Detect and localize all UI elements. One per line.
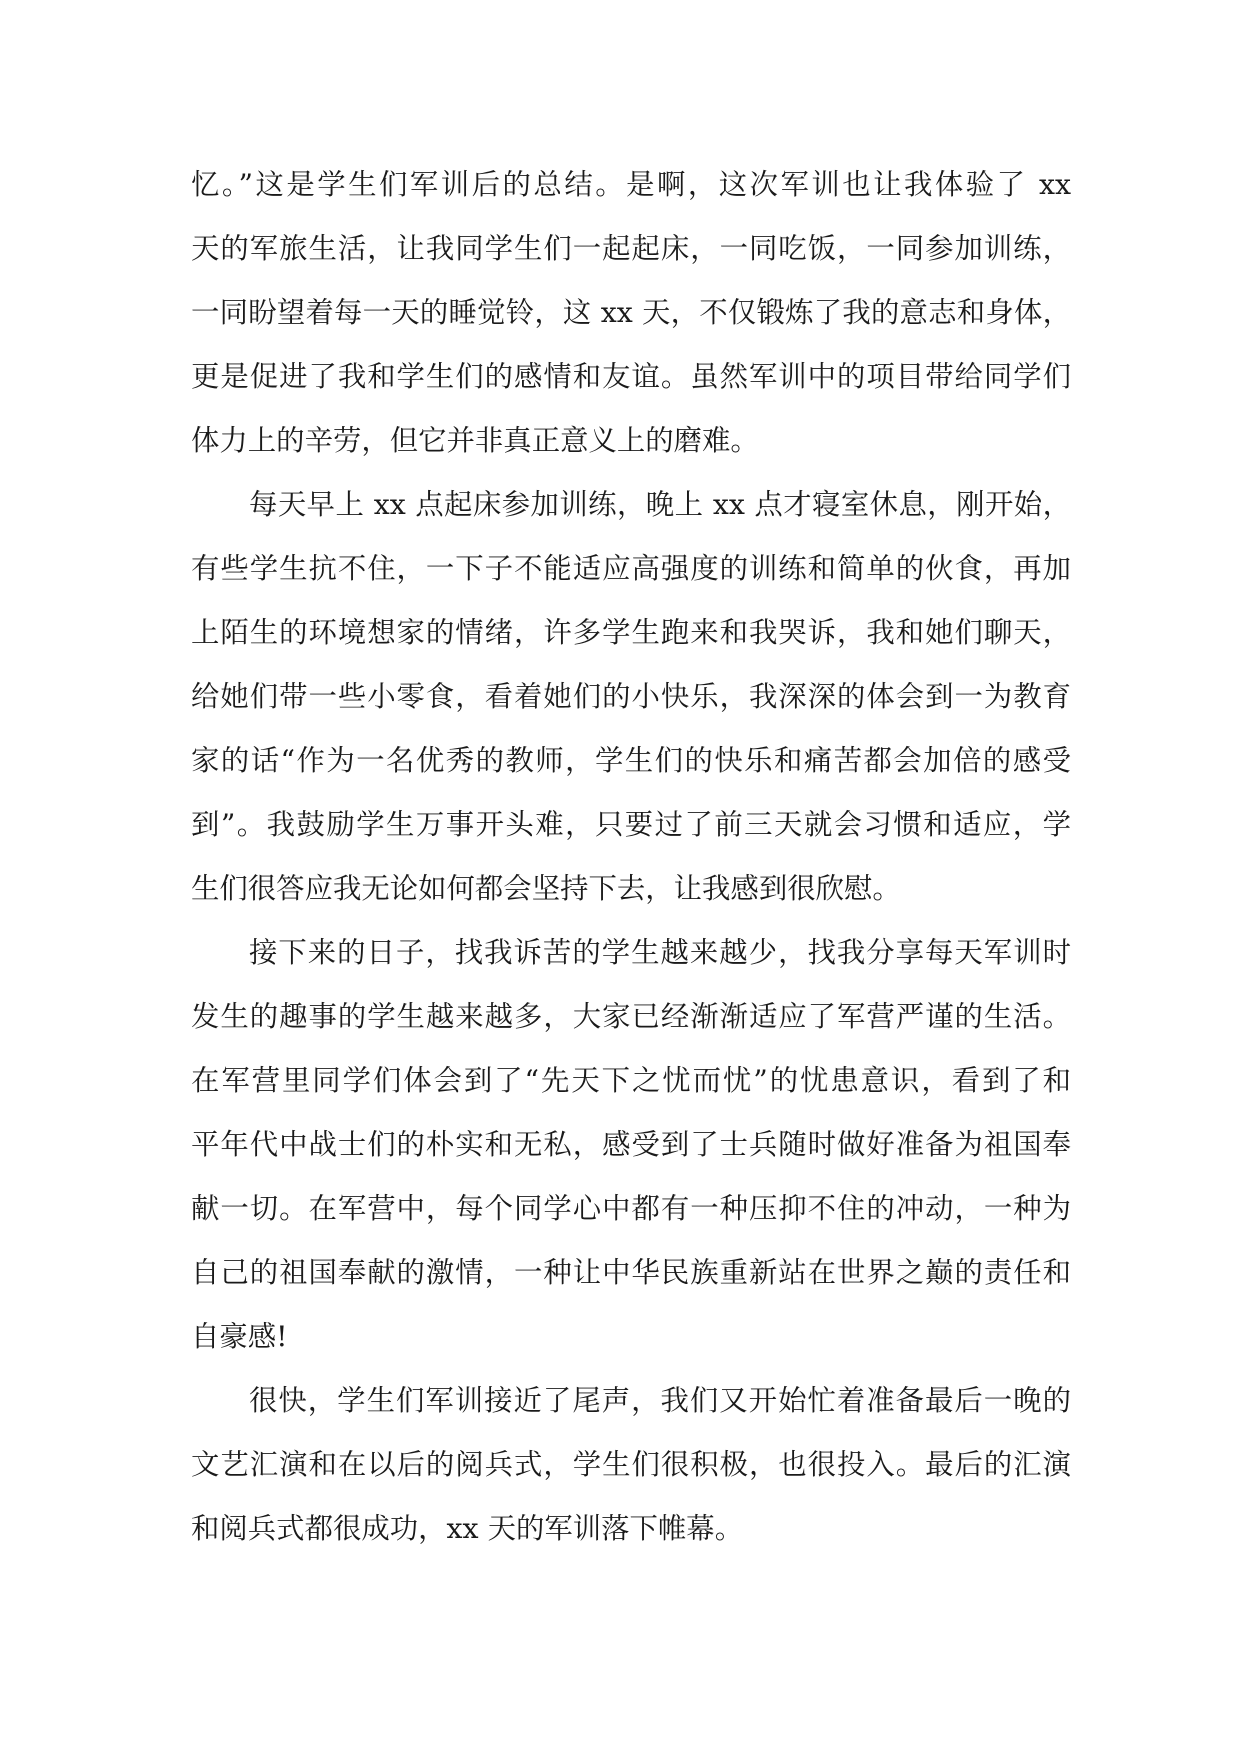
paragraph-first-line: 每天早上 xx 点起床参加训练，晚上 xx 点才寝室休息，刚开始，: [249, 488, 1071, 521]
text-line: 在军营里同学们体会到了“先天下之忧而忧”的忧患意识，看到了和: [191, 1064, 1071, 1097]
paragraph-first-line: 接下来的日子，找我诉苦的学生越来越少，找我分享每天军训时: [249, 936, 1071, 969]
text-line: 献一切。在军营中，每个同学心中都有一种压抑不住的冲动，一种为: [191, 1192, 1071, 1225]
text-line: 平年代中战士们的朴实和无私，感受到了士兵随时做好准备为祖国奉: [191, 1128, 1071, 1161]
text-line: 有些学生抗不住，一下子不能适应高强度的训练和简单的伙食，再加: [191, 552, 1071, 585]
text-line: 天的军旅生活，让我同学生们一起起床，一同吃饭，一同参加训练，: [191, 232, 1071, 265]
paragraph-first-line: 很快，学生们军训接近了尾声，我们又开始忙着准备最后一晚的: [249, 1384, 1071, 1417]
text-line: 生们很答应我无论如何都会坚持下去，让我感到很欣慰。: [191, 872, 901, 905]
text-line: 自豪感!: [191, 1320, 288, 1353]
text-line: 更是促进了我和学生们的感情和友谊。虽然军训中的项目带给同学们: [191, 360, 1071, 393]
text-line: 和阅兵式都很成功，xx 天的军训落下帷幕。: [191, 1512, 744, 1545]
text-line: 家的话“作为一名优秀的教师，学生们的快乐和痛苦都会加倍的感受: [191, 744, 1071, 777]
text-line: 到”。我鼓励学生万事开头难，只要过了前三天就会习惯和适应，学: [191, 808, 1071, 841]
text-line: 文艺汇演和在以后的阅兵式，学生们很积极，也很投入。最后的汇演: [191, 1448, 1071, 1481]
text-line: 忆。”这是学生们军训后的总结。是啊，这次军训也让我体验了 xx: [191, 168, 1071, 201]
text-line: 发生的趣事的学生越来越多，大家已经渐渐适应了军营严谨的生活。: [191, 1000, 1071, 1033]
text-line: 上陌生的环境想家的情绪，许多学生跑来和我哭诉，我和她们聊天，: [191, 616, 1071, 649]
text-line: 一同盼望着每一天的睡觉铃，这 xx 天，不仅锻炼了我的意志和身体，: [191, 296, 1071, 329]
text-line: 体力上的辛劳，但它并非真正意义上的磨难。: [191, 424, 759, 457]
text-line: 给她们带一些小零食，看着她们的小快乐，我深深的体会到一为教育: [191, 680, 1071, 713]
text-line: 自己的祖国奉献的激情，一种让中华民族重新站在世界之巅的责任和: [191, 1256, 1071, 1289]
